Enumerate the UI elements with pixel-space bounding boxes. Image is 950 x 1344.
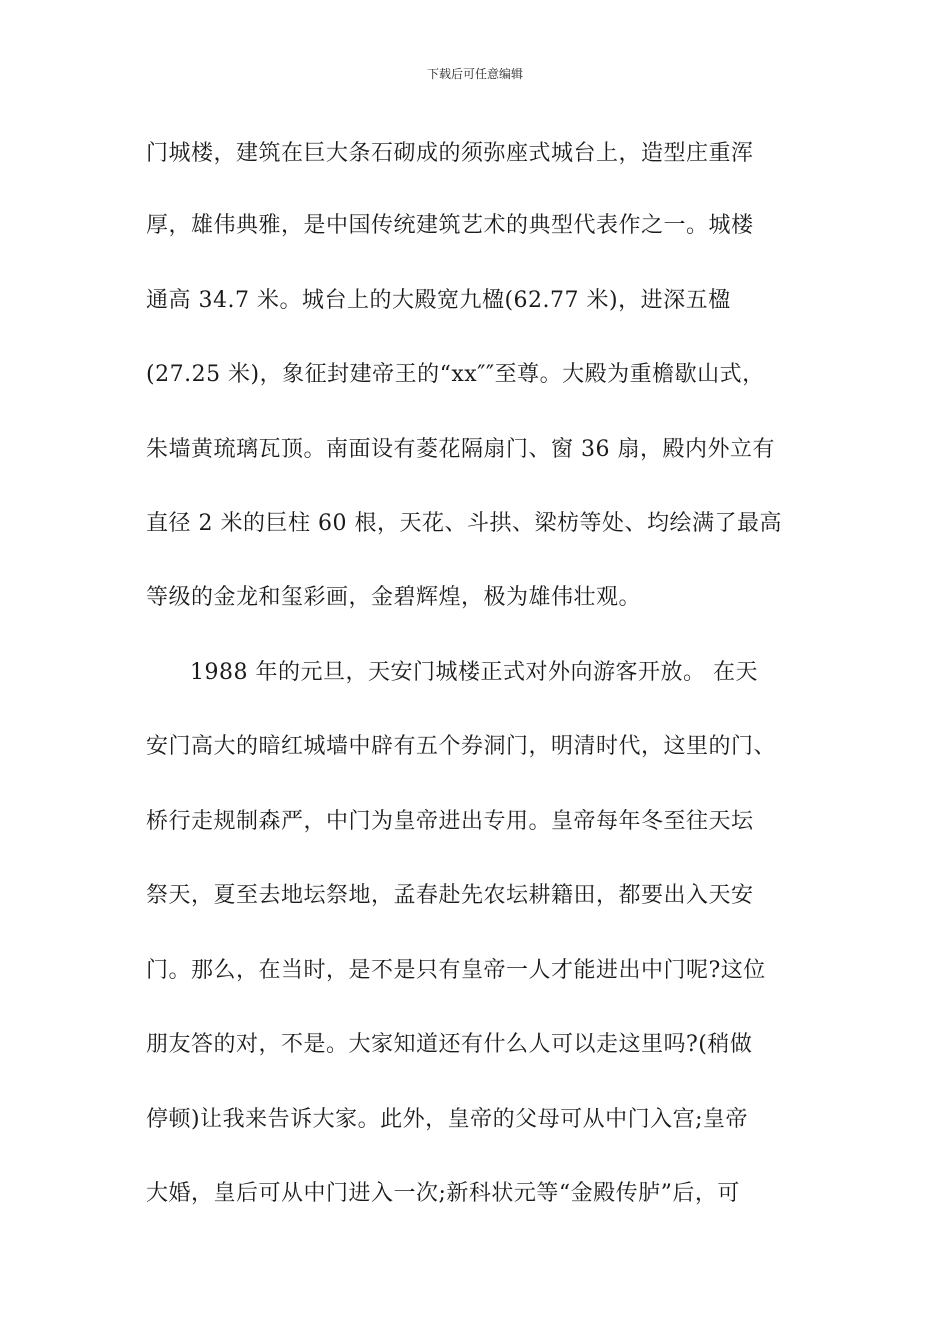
text-line: 门城楼，建筑在巨大条石砌成的须弥座式城台上，造型庄重浑 bbox=[146, 141, 754, 166]
text-line: 大婚，皇后可从中门进入一次;新科状元等“金殿传胪”后，可 bbox=[146, 1181, 740, 1206]
paragraph-start-line: 1988 年的元旦，天安门城楼正式对外向游客开放。 在天 bbox=[190, 660, 758, 685]
text-line: 朋友答的对，不是。大家知道还有什么人可以走这里吗?(稍做 bbox=[146, 1032, 753, 1057]
text-line: 朱墙黄琉璃瓦顶。南面设有菱花隔扇门、窗 36 扇，殿内外立有 bbox=[146, 437, 775, 462]
text-line: 祭天，夏至去地坛祭地，孟春赴先农坛耕籍田，都要出入天安 bbox=[146, 883, 754, 908]
text-line: 厚，雄伟典雅，是中国传统建筑艺术的典型代表作之一。城楼 bbox=[146, 213, 754, 238]
text-line: 安门高大的暗红城墙中辟有五个券洞门，明清时代，这里的门、 bbox=[146, 734, 777, 759]
text-line: 直径 2 米的巨柱 60 根，天花、斗拱、梁枋等处、均绘满了最高 bbox=[146, 511, 782, 536]
text-line: 通高 34.7 米。城台上的大殿宽九楹(62.77 米)，进深五楹 bbox=[146, 288, 731, 313]
text-line: (27.25 米)，象征封建帝王的“xx″″至尊。大殿为重檐歇山式， bbox=[146, 362, 765, 387]
page-header: 下载后可任意编辑 bbox=[426, 67, 523, 81]
text-line: 桥行走规制森严，中门为皇帝进出专用。皇帝每年冬至往天坛 bbox=[146, 809, 754, 834]
text-line: 门。那么，在当时，是不是只有皇帝一人才能进出中门呢?这位 bbox=[146, 958, 766, 983]
text-line: 等级的金龙和玺彩画，金碧辉煌，极为雄伟壮观。 bbox=[146, 585, 642, 610]
text-line: 停顿)让我来告诉大家。此外，皇帝的父母可从中门入宫;皇帝 bbox=[146, 1107, 748, 1132]
